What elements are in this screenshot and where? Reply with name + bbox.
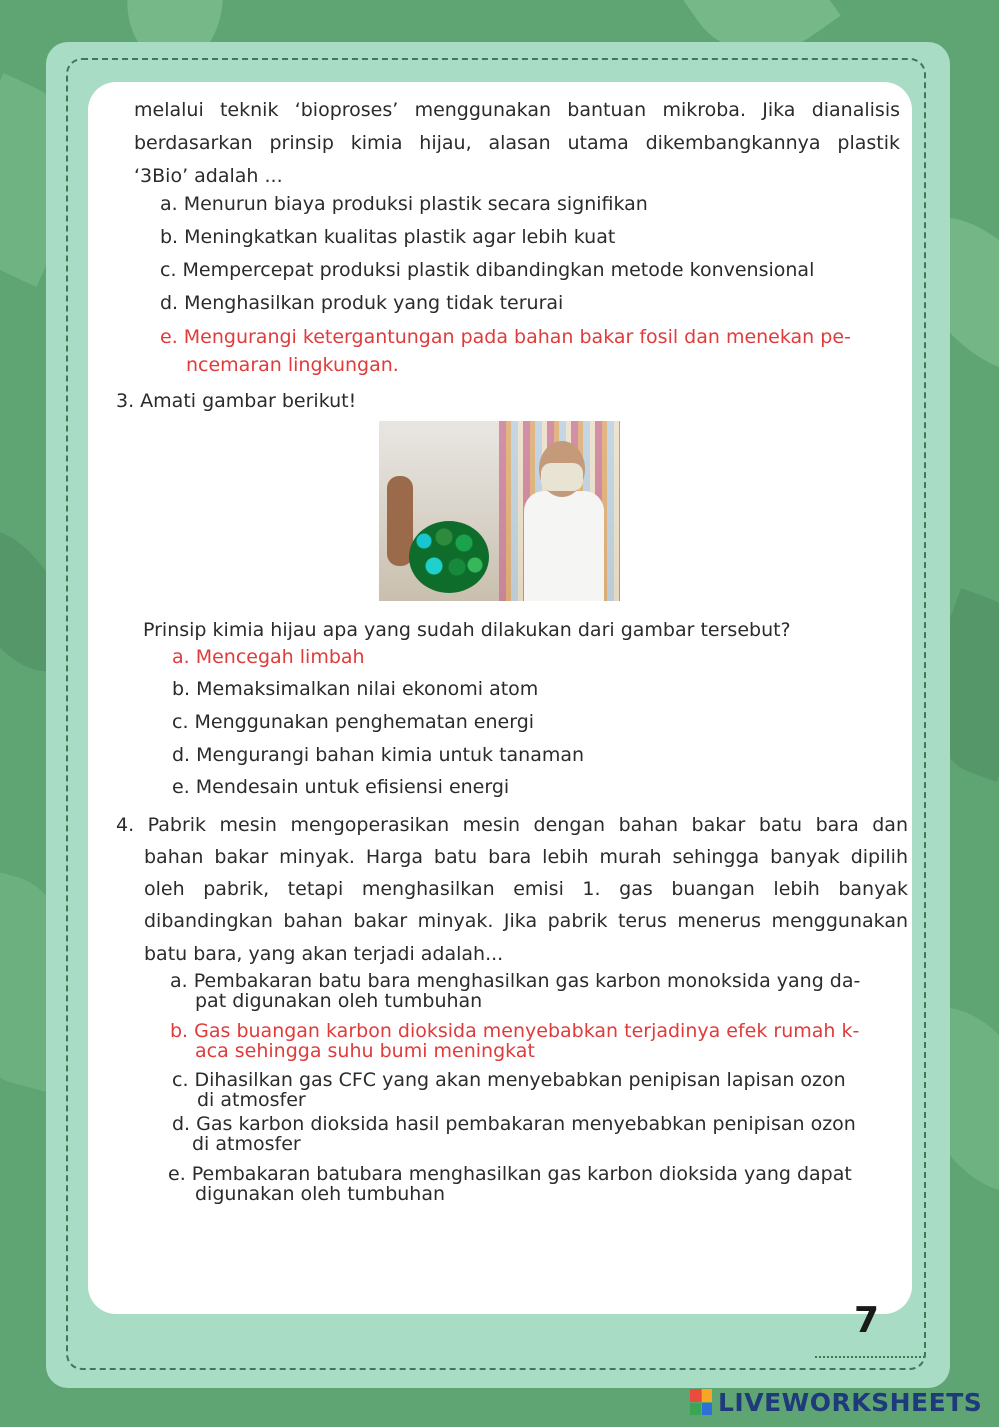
q4-option-b[interactable]: b. Gas buangan karbon dioksida menyebabkan terjadinya efek rumah k- [170,1020,860,1042]
girl-figure [524,491,604,601]
q2-option-c[interactable]: c. Mempercepat produksi plastik dibandingkan metode konvensional [160,259,815,281]
bottle-cap-craft [409,521,489,593]
q3-option-d[interactable]: d. Mengurangi bahan kimia untuk tanaman [172,744,585,766]
q3-option-b[interactable]: b. Memaksimalkan nilai ekonomi atom [172,678,539,700]
brand-name: LIVEWORKSHEETS [718,1387,983,1417]
q3-option-a[interactable]: a. Mencegah limbah [172,646,365,668]
q3-option-e[interactable]: e. Mendesain untuk efisiensi energi [172,776,510,798]
q4-option-e-cont: digunakan oleh tumbuhan [195,1183,446,1205]
q4-option-c[interactable]: c. Dihasilkan gas CFC yang akan menyebabkan penipisan lapisan ozon [172,1069,846,1091]
q2-option-e[interactable]: e. Mengurangi ketergantungan pada bahan bakar fosil dan menekan pe- [160,326,851,348]
q2-option-a[interactable]: a. Menurun biaya produksi plastik secara signifikan [160,193,648,215]
q4-stem-line: batu bara, yang akan terjadi adalah... [144,943,504,965]
q4-option-a-cont: pat digunakan oleh tumbuhan [195,990,483,1012]
q2-intro-line: berdasarkan prinsip kimia hijau, alasan utama dikembangkannya plastik [134,132,900,154]
q4-stem-line: oleh pabrik, tetapi menghasilkan emisi 1. gas buangan lebih banyak [144,878,908,900]
q4-stem-line: bahan bakar minyak. Harga batu bara lebih murah sehingga banyak dipilih [144,846,908,868]
liveworksheets-logo-icon [690,1389,712,1415]
q4-option-b-cont: aca sehingga suhu bumi meningkat [195,1040,535,1062]
leaf-ornament [815,1344,925,1358]
q2-intro-line: melalui teknik ‘bioproses’ menggunakan bantuan mikroba. Jika dianalisis [134,99,900,121]
q4-stem-line: dibandingkan bahan bakar minyak. Jika pabrik terus menerus menggunakan [144,910,908,932]
q4-stem-line: 4. Pabrik mesin mengoperasikan mesin dengan bahan bakar batu bara dan [116,814,908,836]
q2-intro-line: ‘3Bio’ adalah ... [134,165,283,187]
q3-prompt: Prinsip kimia hijau apa yang sudah dilakukan dari gambar tersebut? [143,619,791,641]
q4-option-c-cont: di atmosfer [197,1089,306,1111]
recycled-bottles-photo [379,421,620,601]
q4-option-e[interactable]: e. Pembakaran batubara menghasilkan gas karbon dioksida yang dapat [168,1163,852,1185]
face-mask [541,463,583,491]
page-number: 7 [854,1300,880,1341]
q4-option-d-cont: di atmosfer [192,1133,301,1155]
q3-option-c[interactable]: c. Menggunakan penghematan energi [172,711,535,733]
q2-option-b[interactable]: b. Meningkatkan kualitas plastik agar lebih kuat [160,226,616,248]
q2-option-d[interactable]: d. Menghasilkan produk yang tidak terurai [160,292,564,314]
q3-title: 3. Amati gambar berikut! [116,390,357,412]
q4-option-a[interactable]: a. Pembakaran batu bara menghasilkan gas karbon monoksida yang da- [170,970,861,992]
liveworksheets-brand[interactable] [690,1386,982,1418]
q2-option-e-cont: ncemaran lingkungan. [186,354,399,376]
q4-option-d[interactable]: d. Gas karbon dioksida hasil pembakaran menyebabkan penipisan ozon [172,1113,856,1135]
